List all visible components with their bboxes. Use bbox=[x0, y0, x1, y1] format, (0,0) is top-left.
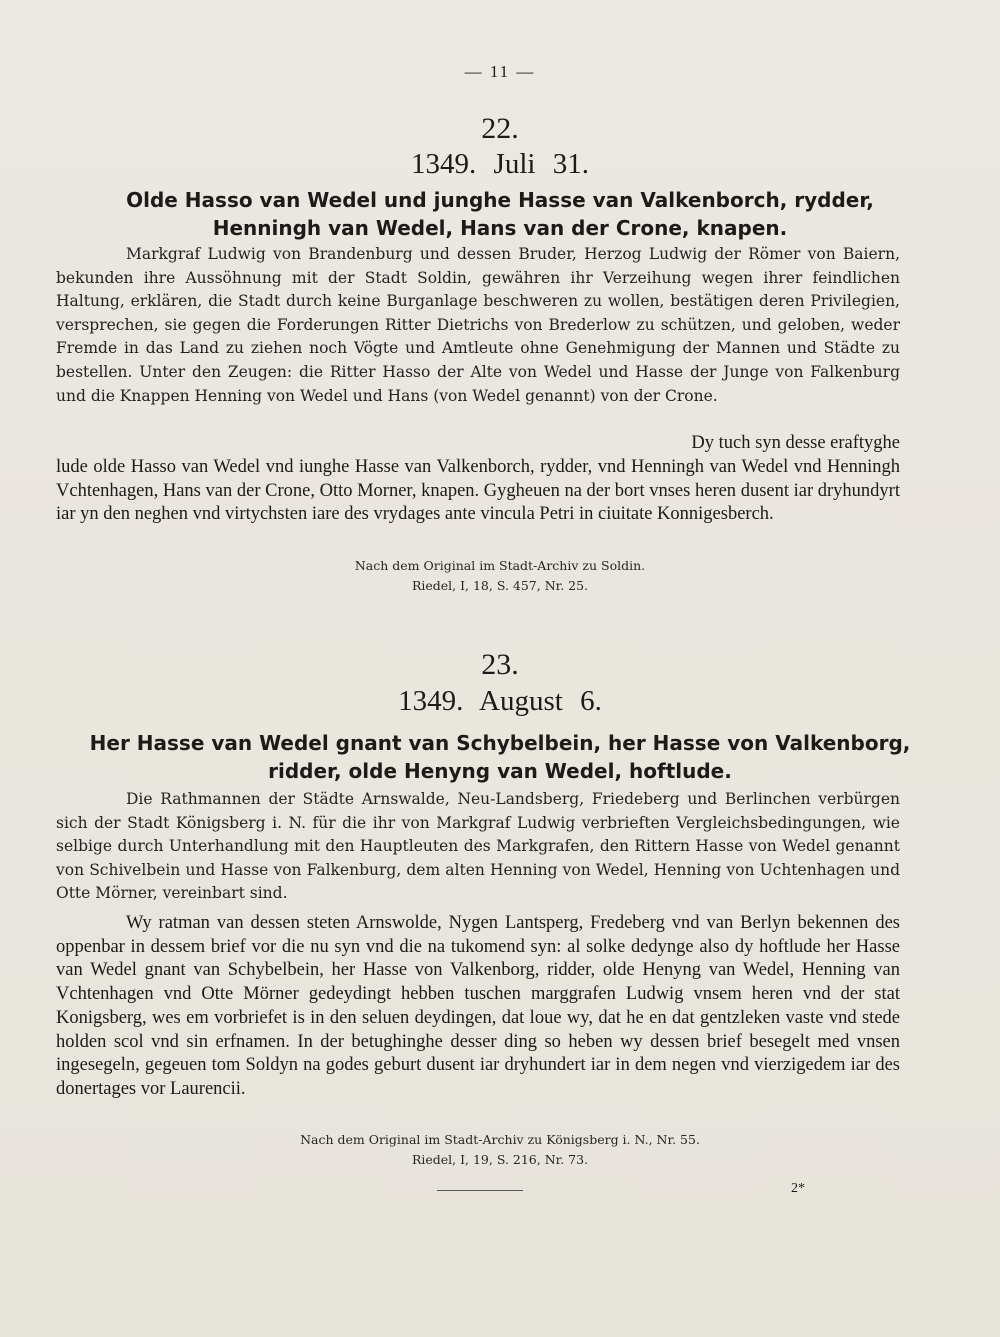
page-number: — 11 — bbox=[464, 62, 536, 81]
document-text-opening-22: Dy tuch syn desse eraftyghe bbox=[691, 433, 900, 453]
source-reference-23 bbox=[0, 1130, 1000, 1170]
document-number-22: 22. bbox=[481, 112, 519, 145]
document-summary-23: Die Rathmannen der Städte Arnswalde, Neu-Landsberg, Friedeberg und Berlinchen verbürgen sich der Stadt Königsberg i. N. für die ihr von Markgraf Ludwig verbrieften Vergleichsbedingungen, wie selbige durch Unterhandlung mit den Hauptleuten des Markgrafen, den Rittern Hasse von Wedel genannt von Schivelbein und Hasse von Falkenburg, dem alten Henning von Wedel, Henning von Uchtenhagen und Otte Mörner, vereinbart sind. bbox=[56, 790, 900, 903]
document-heading-23 bbox=[60, 729, 940, 785]
section-divider bbox=[437, 1190, 523, 1191]
source-line: Nach dem Original im Stadt-Archiv zu Soldin. bbox=[354, 558, 646, 573]
heading-line: Her Hasse van Wedel gnant van Schybelbein, her Hasse von Valkenborg, bbox=[89, 731, 911, 755]
document-heading-22 bbox=[60, 186, 940, 242]
source-reference-22 bbox=[0, 556, 1000, 596]
document-date-22: 1349. Juli 31. bbox=[411, 148, 589, 180]
document-text-23: Wy ratman van dessen steten Arnswolde, Nygen Lantsperg, Fredeberg vnd van Berlyn bekennen des oppenbar in dessem brief vor die nu syn vnd die na tukomend syn: al solke dedynge also dy hoftlude her Hasse van Wedel gnant van Schybelbein, her Hasse von Valkenborg, ridder, olde Henyng van Wedel, Henning van Vchtenhagen vnd Otte Mörner gedeydingt hebben tuschen marggrafen Ludwig vnsem heren vnd der stat Konigsberg, wes em vorbriefet is in den seluen deydingen, dat loue wy, dat he en dat gentzleken vaste vnd stede holden scol vnd sin erfnamen. In der betughinghe desser ding so heben wy dessen brief besegelt med vnsen ingesegeln, gegeuen tom Soldyn na godes geburt dusent iar dryhundert iar in dem negen vnd vierzigedem iar des donertages vor Laurencii. bbox=[56, 913, 900, 1099]
source-line: Riedel, I, 19, S. 216, Nr. 73. bbox=[411, 1152, 589, 1167]
document-number-23: 23. bbox=[481, 648, 519, 681]
document-text-22: lude olde Hasso van Wedel vnd iunghe Hasse van Valkenborch, rydder, vnd Henningh van Wedel vnd Henningh Vchtenhagen, Hans van der Crone, Otto Morner, knapen. Gygheuen na der bort vnses heren dusent iar dryhundyrt iar yn den neghen vnd virtychsten iare des vrydages ante vincula Petri in ciuitate Konnigesberch. bbox=[56, 457, 900, 525]
heading-line: ridder, olde Henyng van Wedel, hoftlude. bbox=[268, 759, 732, 783]
signature-mark: 2* bbox=[791, 1181, 805, 1196]
document-summary-22: Markgraf Ludwig von Brandenburg und dessen Bruder, Herzog Ludwig der Römer von Baiern, bekunden ihre Aussöhnung mit der Stadt Soldin, gewähren ihr Verzeihung wegen ihrer feindlichen Haltung, erklären, die Stadt durch keine Burganlage beschweren zu wollen, bestätigen deren Privilegien, versprechen, sie gegen die Forderungen Ritter Dietrichs von Brederlow zu schützen, und geloben, weder Fremde in das Land zu ziehen noch Vögte und Amtleute ohne Genehmigung der Mannen und Städte zu bestellen. Unter den Zeugen: die Ritter Hasso der Alte von Wedel und Hasse der Junge von Falkenburg und die Knappen Henning von Wedel und Hans (von Wedel genannt) von der Crone. bbox=[56, 245, 900, 405]
document-date-23: 1349. August 6. bbox=[398, 685, 602, 717]
source-line: Nach dem Original im Stadt-Archiv zu Königsberg i. N., Nr. 55. bbox=[300, 1132, 700, 1147]
heading-line: Henningh van Wedel, Hans van der Crone, knapen. bbox=[212, 216, 788, 240]
heading-line: Olde Hasso van Wedel und junghe Hasse van Valkenborch, rydder, bbox=[126, 188, 874, 212]
source-line: Riedel, I, 18, S. 457, Nr. 25. bbox=[411, 578, 589, 593]
